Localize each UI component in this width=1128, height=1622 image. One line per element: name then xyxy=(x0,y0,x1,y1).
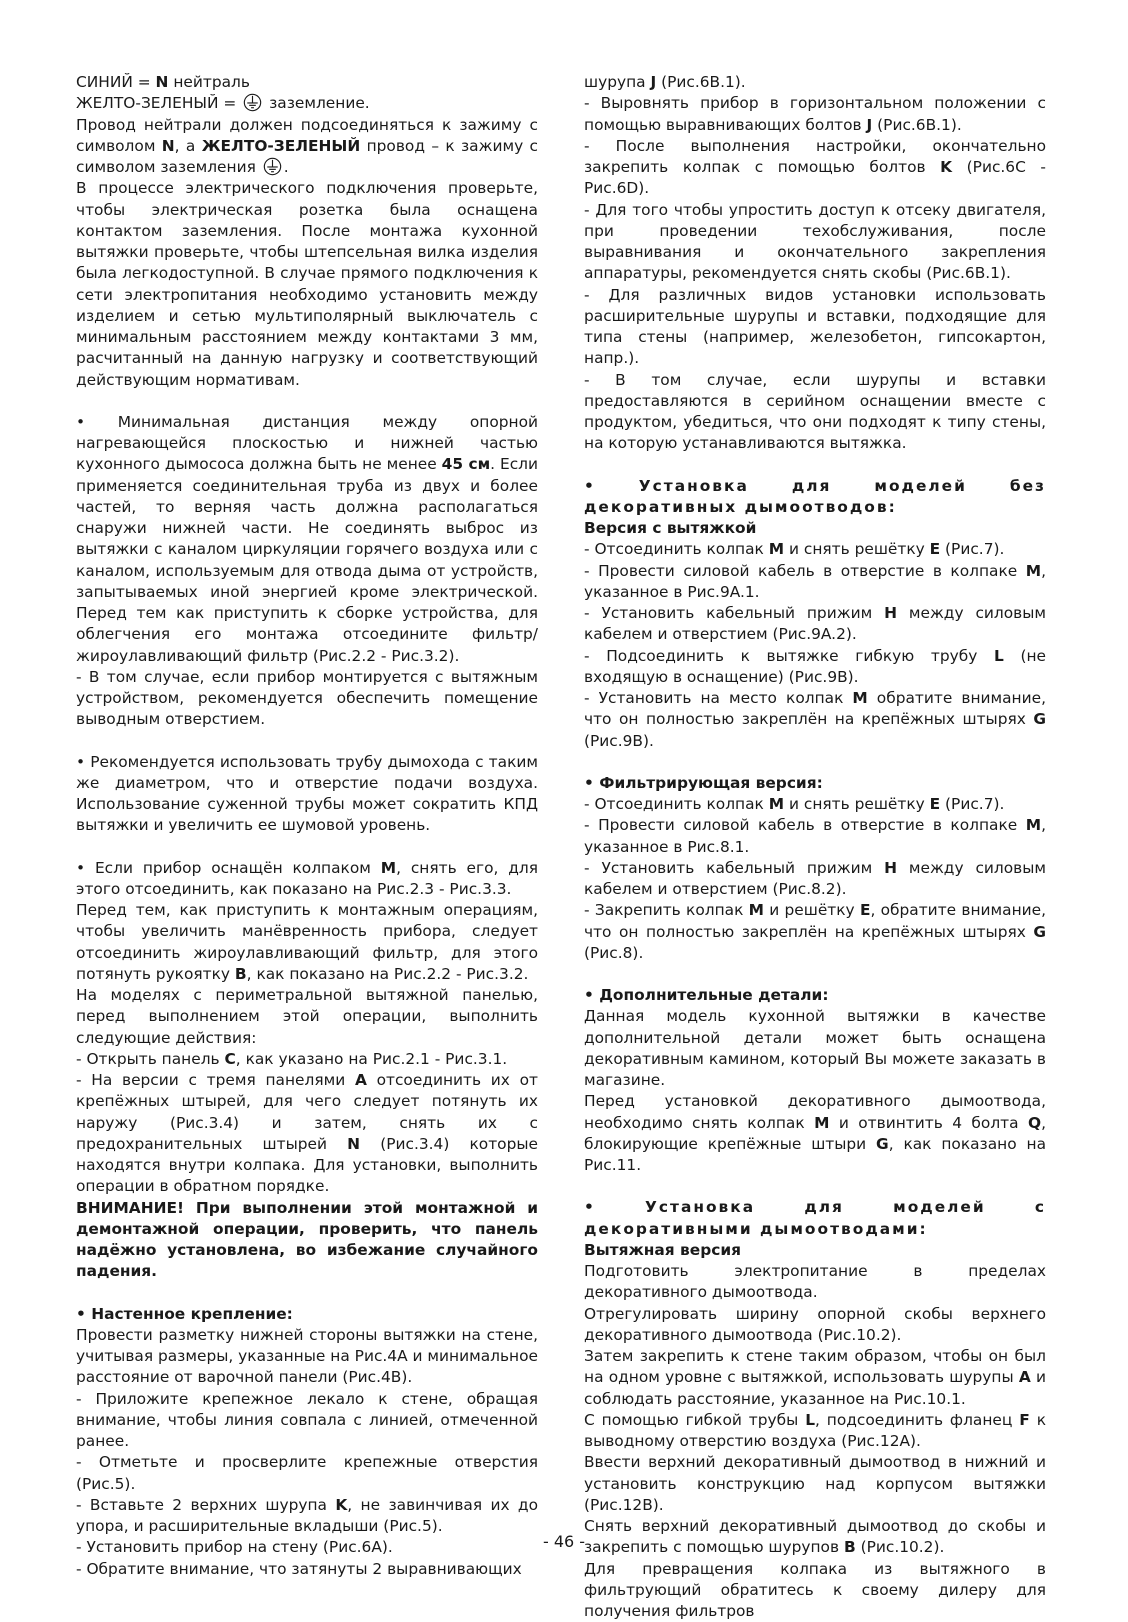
warning-text: ВНИМАНИЕ! При выполнении этой монтажной и демонтажной операции, проверить, что панель надёжно установлена, во избежание случайного падения. xyxy=(76,1198,538,1283)
paragraph: С помощью гибкой трубы L, подсоединить фланец F к выводному отверстию воздуха (Рис.12A). xyxy=(584,1410,1046,1453)
spacer xyxy=(76,391,538,412)
paragraph: • Рекомендуется использовать трубу дымохода с таким же диаметром, что и отверстие подачи воздуха. Использование суженной трубы может сократить КПД вытяжки и увеличить ее шумовой уровень. xyxy=(76,752,538,837)
spacer xyxy=(76,731,538,752)
spacer xyxy=(584,455,1046,476)
paragraph: Данная модель кухонной вытяжки в качестве дополнительной детали может быть оснащена декоративным камином, который Вы можете заказать в магазине. xyxy=(584,1006,1046,1091)
paragraph: - На версии с тремя панелями A отсоединить их от крепёжных штырей, для чего следует потянуть их наружу (Рис.3.4) и затем, снять их с предохранительных штырей N (Рис.3.4) которые находятся внутри колпака. Для установки, выполнить операции в обратном порядке. xyxy=(76,1070,538,1198)
paragraph: - Провести силовой кабель в отверстие в колпаке M, указанное в Рис.9A.1. xyxy=(584,561,1046,604)
paragraph: Затем закрепить к стене таким образом, чтобы он был на одном уровне с вытяжкой, использовать шурупы A и соблюдать расстояние, указанное на Рис.10.1. xyxy=(584,1346,1046,1410)
page-number: - 46 - xyxy=(0,1532,1128,1551)
section-heading: • Дополнительные детали: xyxy=(584,985,1046,1006)
paragraph: - После выполнения настройки, окончательно закрепить колпак с помощью болтов K (Рис.6C - Рис.6D). xyxy=(584,136,1046,200)
paragraph: На моделях с периметральной вытяжной панелью, перед выполнением этой операции, выполнить следующие действия: xyxy=(76,985,538,1049)
left-column xyxy=(76,72,538,1580)
paragraph: • Если прибор оснащён колпаком M, снять его, для этого отсоединить, как показано на Рис.2.3 - Рис.3.3. xyxy=(76,858,538,901)
paragraph: Провод нейтрали должен подсоединяться к зажиму с символом N, а ЖЕЛТО-ЗЕЛЕНЫЙ провод – к зажиму с символом заземления . xyxy=(76,115,538,179)
paragraph: - В том случае, если шурупы и вставки предоставляются в серийном оснащении вместе с продуктом, убедиться, что они подходят к типу стены, на которую устанавливаются вытяжка. xyxy=(584,370,1046,455)
paragraph: Отрегулировать ширину опорной скобы верхнего декоративного дымоотвода (Рис.10.2). xyxy=(584,1304,1046,1347)
paragraph: • Минимальная дистанция между опорной нагревающейся плоскостью и нижней частью кухонного дымососа должна быть не менее 45 см. Если применяется соединительная труба из двух и более частей, то верняя часть должна располагаться снаружи нижней части. Не соединять выброс из вытяжки с каналом циркуляции горячего воздуха или с каналом, используемым для отвода дыма от устройств, запытываемых иной энергией кроме электрической. Перед тем как приступить к сборке устройства, для облегчения его монтажа отсоедините фильтр/жироулавливающий фильтр (Рис.2.2 - Рис.3.2). xyxy=(76,412,538,667)
paragraph: - Отсоединить колпак M и снять решётку E (Рис.7). xyxy=(584,539,1046,560)
paragraph: - Провести силовой кабель в отверстие в колпаке M, указанное в Рис.8.1. xyxy=(584,815,1046,858)
paragraph: Провести разметку нижней стороны вытяжки на стене, учитывая размеры, указанные на Рис.4A и минимальное расстояние от варочной панели (Рис.4B). xyxy=(76,1325,538,1389)
paragraph: Снять верхний декоративный дымоотвод до скобы и закрепить с помощью шурупов B (Рис.10.2). xyxy=(584,1516,1046,1559)
paragraph: Подготовить электропитание в пределах декоративного дымоотвода. xyxy=(584,1261,1046,1304)
paragraph: - Обратите внимание, что затянуты 2 выравнивающих xyxy=(76,1559,538,1580)
paragraph: - Отметьте и просверлите крепежные отверстия (Рис.5). xyxy=(76,1452,538,1495)
paragraph: - В том случае, если прибор монтируется с вытяжным устройством, рекомендуется обеспечить помещение выводным отверстием. xyxy=(76,667,538,731)
paragraph: шурупа J (Рис.6B.1). xyxy=(584,72,1046,93)
paragraph: - Установить на место колпак M обратите внимание, что он полностью закреплён на крепёжных штырях G (Рис.9B). xyxy=(584,688,1046,752)
paragraph: - Подсоединить к вытяжке гибкую трубу L (не входящую в оснащение) (Рис.9B). xyxy=(584,646,1046,689)
paragraph: - Вставьте 2 верхних шурупа K, не завинчивая их до упора, и расширительные вкладыши (Рис.5). xyxy=(76,1495,538,1538)
paragraph: - Выровнять прибор в горизонтальном положении с помощью выравнивающих болтов J (Рис.6B.1). xyxy=(584,93,1046,136)
paragraph: Перед тем, как приступить к монтажным операциям, чтобы увеличить манёвренность прибора, следует отсоединить жироулавливающий фильтр, для этого потянуть рукоятку B, как показано на Рис.2.2 - Рис.3.2. xyxy=(76,900,538,985)
paragraph: Для превращения колпака из вытяжного в фильтрующий обратитесь к своему дилеру для получения фильтров xyxy=(584,1559,1046,1622)
paragraph: - Закрепить колпак M и решётку E, обратите внимание, что он полностью закреплён на крепёжных штырях G (Рис.8). xyxy=(584,900,1046,964)
spacer xyxy=(76,837,538,858)
paragraph: - Установить кабельный прижим H между силовым кабелем и отверстием (Рис.9A.2). xyxy=(584,603,1046,646)
paragraph: - Для различных видов установки использовать расширительные шурупы и вставки, подходящие для типа стены (например, железобетон, гипсокартон, напр.). xyxy=(584,285,1046,370)
paragraph: ЖЕЛТО-ЗЕЛЕНЫЙ = заземление. xyxy=(76,93,538,114)
spacer xyxy=(584,964,1046,985)
section-heading: • Установка для моделей без декоративных дымоотводов: xyxy=(584,476,1046,519)
paragraph: Ввести верхний декоративный дымоотвод в нижний и установить конструкцию над корпусом вытяжки (Рис.12B). xyxy=(584,1452,1046,1516)
paragraph: - Отсоединить колпак M и снять решётку E (Рис.7). xyxy=(584,794,1046,815)
ground-symbol-icon xyxy=(263,157,282,176)
section-subheading: Версия с вытяжкой xyxy=(584,518,1046,539)
right-column xyxy=(584,72,1046,1622)
paragraph: - Установить кабельный прижим H между силовым кабелем и отверстием (Рис.8.2). xyxy=(584,858,1046,901)
section-heading: • Настенное крепление: xyxy=(76,1304,538,1325)
paragraph: - Приложите крепежное лекало к стене, обращая внимание, чтобы линия совпала с линией, отмеченной ранее. xyxy=(76,1389,538,1453)
ground-symbol-icon xyxy=(243,93,262,112)
section-heading: • Фильтрирующая версия: xyxy=(584,773,1046,794)
section-heading: • Установка для моделей с декоративными дымоотводами: xyxy=(584,1197,1046,1240)
paragraph: - Установить прибор на стену (Рис.6A). xyxy=(76,1537,538,1558)
paragraph: Перед установкой декоративного дымоотвода, необходимо снять колпак M и отвинтить 4 болта Q, блокирующие крепёжные штыри G, как показано на Рис.11. xyxy=(584,1091,1046,1176)
spacer xyxy=(76,1283,538,1304)
paragraph: - Открыть панель C, как указано на Рис.2.1 - Рис.3.1. xyxy=(76,1049,538,1070)
paragraph: - Для того чтобы упростить доступ к отсеку двигателя, при проведении техобслуживания, после выравнивания и окончательного закрепления аппаратуры, рекомендуется снять скобы (Рис.6B.1). xyxy=(584,200,1046,285)
section-subheading: Вытяжная версия xyxy=(584,1240,1046,1261)
spacer xyxy=(584,752,1046,773)
paragraph: СИНИЙ = N нейтраль xyxy=(76,72,538,93)
paragraph: В процессе электрического подключения проверьте, чтобы электрическая розетка была оснащена контактом заземления. После монтажа кухонной вытяжки проверьте, чтобы штепсельная вилка изделия была легкодоступной. В случае прямого подключения к сети электропитания необходимо установить между изделием и сетью мультиполярный выключатель с минимальным расстоянием между контактами 3 мм, расчитанный на данную нагрузку и соответствующий действующим нормативам. xyxy=(76,178,538,391)
spacer xyxy=(584,1176,1046,1197)
